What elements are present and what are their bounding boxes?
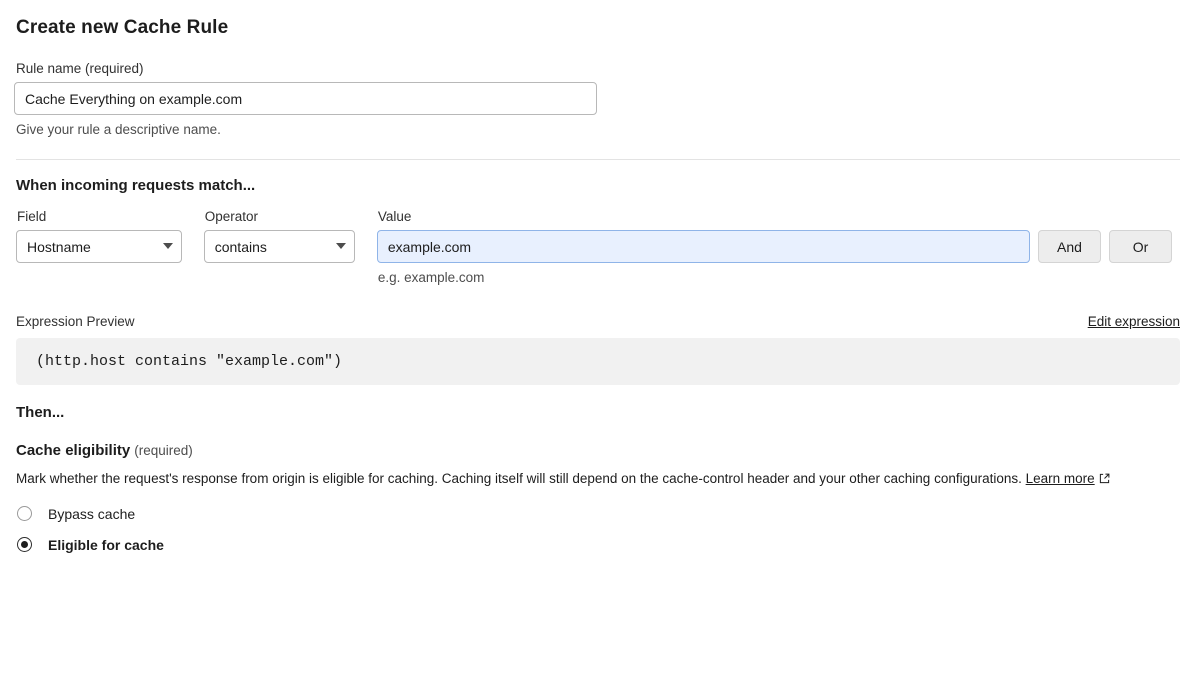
or-button[interactable]: Or <box>1109 230 1172 263</box>
cache-eligibility-required-note: (required) <box>134 443 193 458</box>
operator-label: Operator <box>204 209 259 224</box>
cache-eligibility-title: Cache eligibility <box>16 442 131 459</box>
operator-column <box>204 209 355 263</box>
value-label: Value <box>377 209 412 224</box>
expression-preview-label: Expression Preview <box>16 314 135 329</box>
operator-select-value[interactable]: contains <box>204 230 355 263</box>
value-column <box>377 209 1030 285</box>
field-select[interactable] <box>16 230 182 263</box>
rule-name-helper: Give your rule a descriptive name. <box>16 122 221 137</box>
match-section-title: When incoming requests match... <box>16 177 256 194</box>
cache-eligibility-heading <box>16 442 1180 459</box>
radio-bypass-cache-label: Bypass cache <box>48 505 136 522</box>
learn-more-link[interactable]: Learn more <box>1025 471 1095 486</box>
edit-expression-link[interactable]: Edit expression <box>1087 314 1180 329</box>
cache-eligibility-description <box>16 469 1180 491</box>
radio-option-bypass-cache[interactable] <box>17 506 1180 522</box>
field-column <box>16 209 182 263</box>
radio-eligible-for-cache-label: Eligible for cache <box>48 536 164 553</box>
external-link-icon <box>1099 470 1110 491</box>
then-section-title: Then... <box>16 404 65 421</box>
expression-header <box>16 314 1180 329</box>
radio-eligible-for-cache-icon[interactable] <box>17 537 32 552</box>
match-row <box>16 209 1180 285</box>
rule-name-input[interactable] <box>14 82 597 115</box>
radio-option-eligible-for-cache[interactable] <box>17 537 1180 553</box>
cache-eligibility-description-text: Mark whether the request's response from origin is eligible for caching. Caching itself will still depend on the cache-control header and your other caching configurations. <box>16 471 1026 486</box>
expression-preview-box: (http.host contains "example.com") <box>16 338 1180 385</box>
field-label: Field <box>17 209 47 224</box>
and-button[interactable]: And <box>1038 230 1101 263</box>
value-input[interactable] <box>377 230 1030 263</box>
field-select-value[interactable]: Hostname <box>16 230 182 263</box>
and-button-wrap <box>1038 209 1101 263</box>
rule-name-group <box>14 61 1180 137</box>
section-divider <box>16 159 1180 160</box>
rule-name-label: Rule name (required) <box>16 61 144 76</box>
page-title: Create new Cache Rule <box>16 17 229 38</box>
radio-bypass-cache-icon[interactable] <box>17 506 32 521</box>
or-button-wrap <box>1109 209 1172 263</box>
operator-select[interactable] <box>204 230 355 263</box>
value-hint: e.g. example.com <box>377 270 485 285</box>
